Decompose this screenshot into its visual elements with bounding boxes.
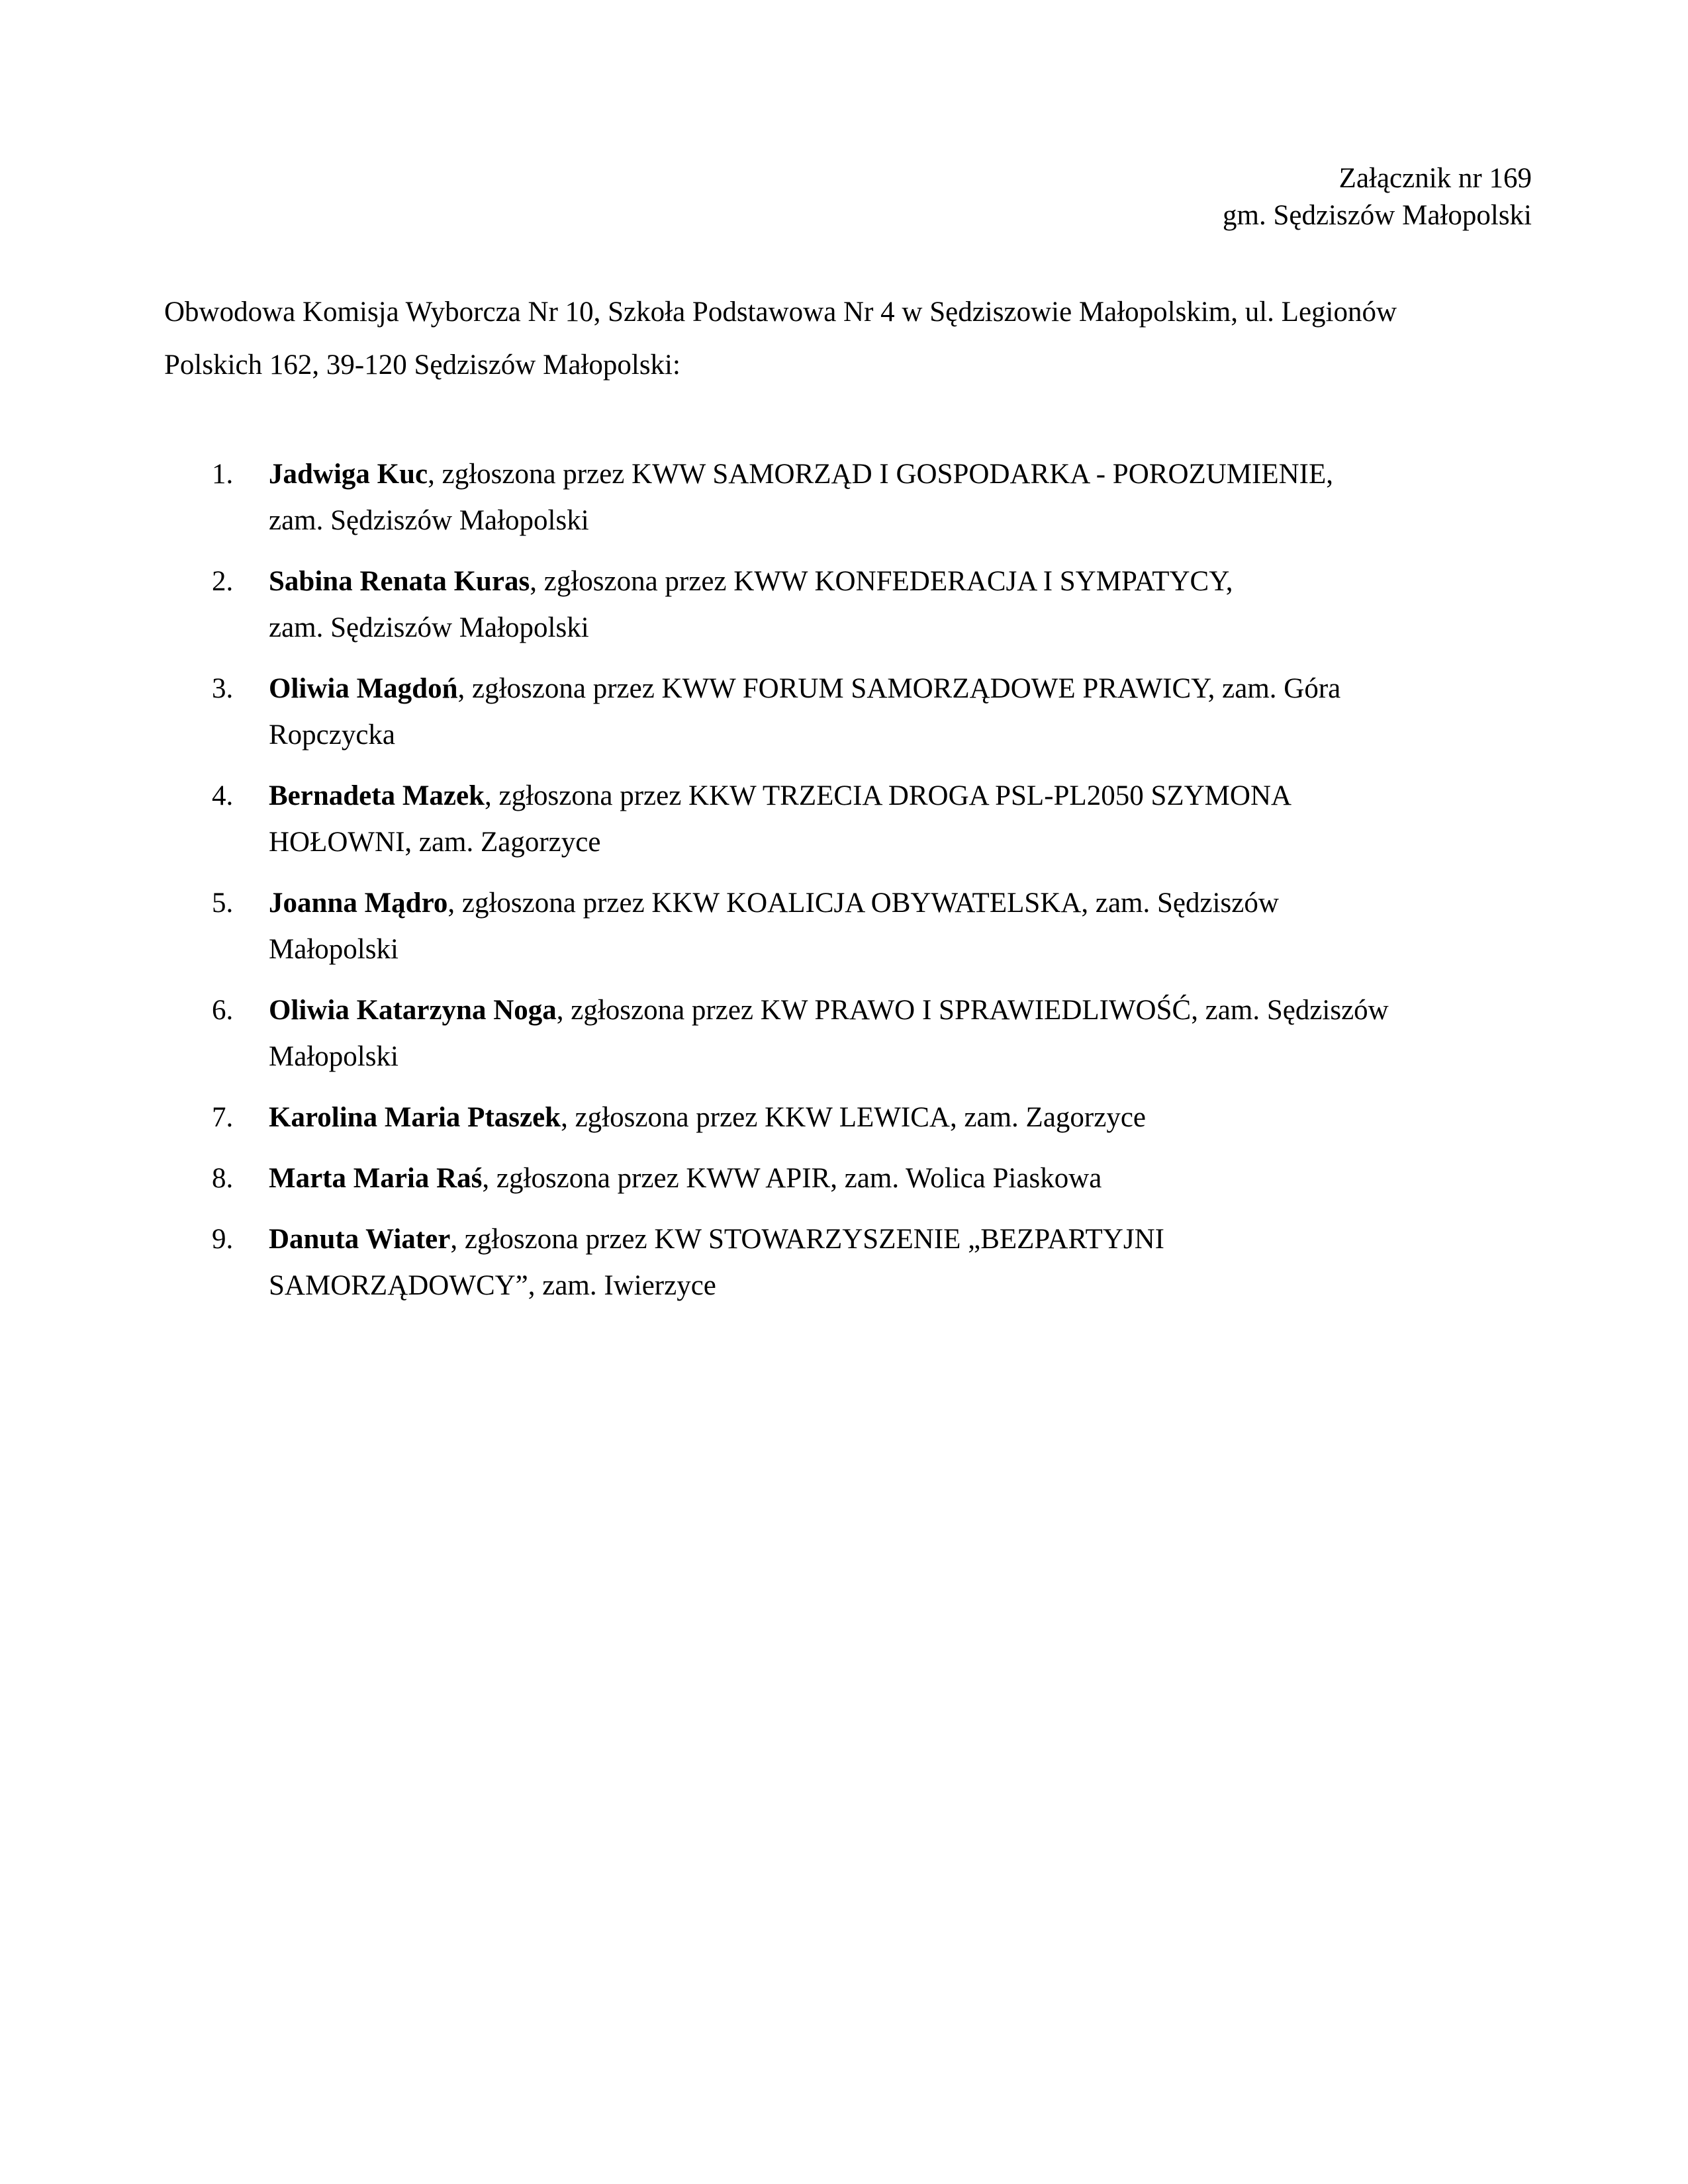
list-item	[164, 880, 1515, 973]
member-name: Oliwia Katarzyna Noga	[269, 995, 557, 1026]
list-item	[164, 559, 1515, 651]
municipality-name: gm. Sędziszów Małopolski	[1223, 200, 1532, 231]
member-details: , zgłoszona przez KWW KONFEDERACJA I SYMPATYCY,	[530, 566, 1233, 597]
list-item	[164, 1156, 1515, 1202]
member-details-continued: Małopolski	[269, 1041, 399, 1072]
list-item	[164, 773, 1515, 866]
list-item	[164, 451, 1515, 544]
member-name: Joanna Mądro	[269, 887, 448, 919]
member-number: 4.	[212, 780, 234, 811]
list-item	[164, 666, 1515, 758]
member-details: , zgłoszona przez KW PRAWO I SPRAWIEDLIWOŚĆ, zam. Sędziszów	[556, 995, 1389, 1026]
member-name: Oliwia Magdoń	[269, 673, 458, 704]
attachment-number: Załącznik nr 169	[1338, 163, 1532, 194]
member-details-continued: Małopolski	[269, 934, 399, 965]
commission-description	[164, 286, 1515, 392]
member-details-continued: HOŁOWNI, zam. Zagorzyce	[269, 827, 601, 858]
member-details: , zgłoszona przez KKW KOALICJA OBYWATELSKA, zam. Sędziszów	[447, 887, 1279, 919]
member-name: Jadwiga Kuc	[269, 459, 428, 490]
member-number: 2.	[212, 566, 234, 597]
member-number: 7.	[212, 1102, 234, 1133]
member-number: 6.	[212, 995, 234, 1026]
member-details: , zgłoszona przez KWW APIR, zam. Wolica Piaskowa	[482, 1163, 1102, 1194]
commission-description-line-1: Obwodowa Komisja Wyborcza Nr 10, Szkoła Podstawowa Nr 4 w Sędziszowie Małopolskim, ul. Legionów	[164, 296, 1397, 328]
member-list	[164, 451, 1515, 1324]
member-name: Sabina Renata Kuras	[269, 566, 530, 597]
list-item	[164, 987, 1515, 1080]
list-item	[164, 1095, 1515, 1141]
member-name: Marta Maria Raś	[269, 1163, 483, 1194]
member-details: , zgłoszona przez KKW TRZECIA DROGA PSL-PL2050 SZYMONA	[485, 780, 1292, 811]
member-details-continued: SAMORZĄDOWCY”, zam. Iwierzyce	[269, 1270, 716, 1301]
list-item	[164, 1216, 1515, 1309]
member-details: , zgłoszona przez KW STOWARZYSZENIE „BEZPARTYJNI	[450, 1224, 1164, 1255]
member-name: Danuta Wiater	[269, 1224, 451, 1255]
member-details-continued: zam. Sędziszów Małopolski	[269, 612, 589, 643]
member-details-continued: Ropczycka	[269, 719, 396, 751]
member-number: 3.	[212, 673, 234, 704]
member-details-continued: zam. Sędziszów Małopolski	[269, 505, 589, 536]
member-name: Karolina Maria Ptaszek	[269, 1102, 561, 1133]
member-details: , zgłoszona przez KKW LEWICA, zam. Zagorzyce	[561, 1102, 1146, 1133]
document-header	[1223, 160, 1532, 234]
member-number: 5.	[212, 887, 234, 919]
member-details: , zgłoszona przez KWW FORUM SAMORZĄDOWE PRAWICY, zam. Góra	[457, 673, 1341, 704]
member-details: , zgłoszona przez KWW SAMORZĄD I GOSPODARKA - POROZUMIENIE,	[428, 459, 1334, 490]
member-number: 1.	[212, 459, 234, 490]
member-number: 9.	[212, 1224, 234, 1255]
commission-description-line-2: Polskich 162, 39-120 Sędziszów Małopolski:	[164, 349, 680, 381]
member-number: 8.	[212, 1163, 234, 1194]
member-name: Bernadeta Mazek	[269, 780, 485, 811]
